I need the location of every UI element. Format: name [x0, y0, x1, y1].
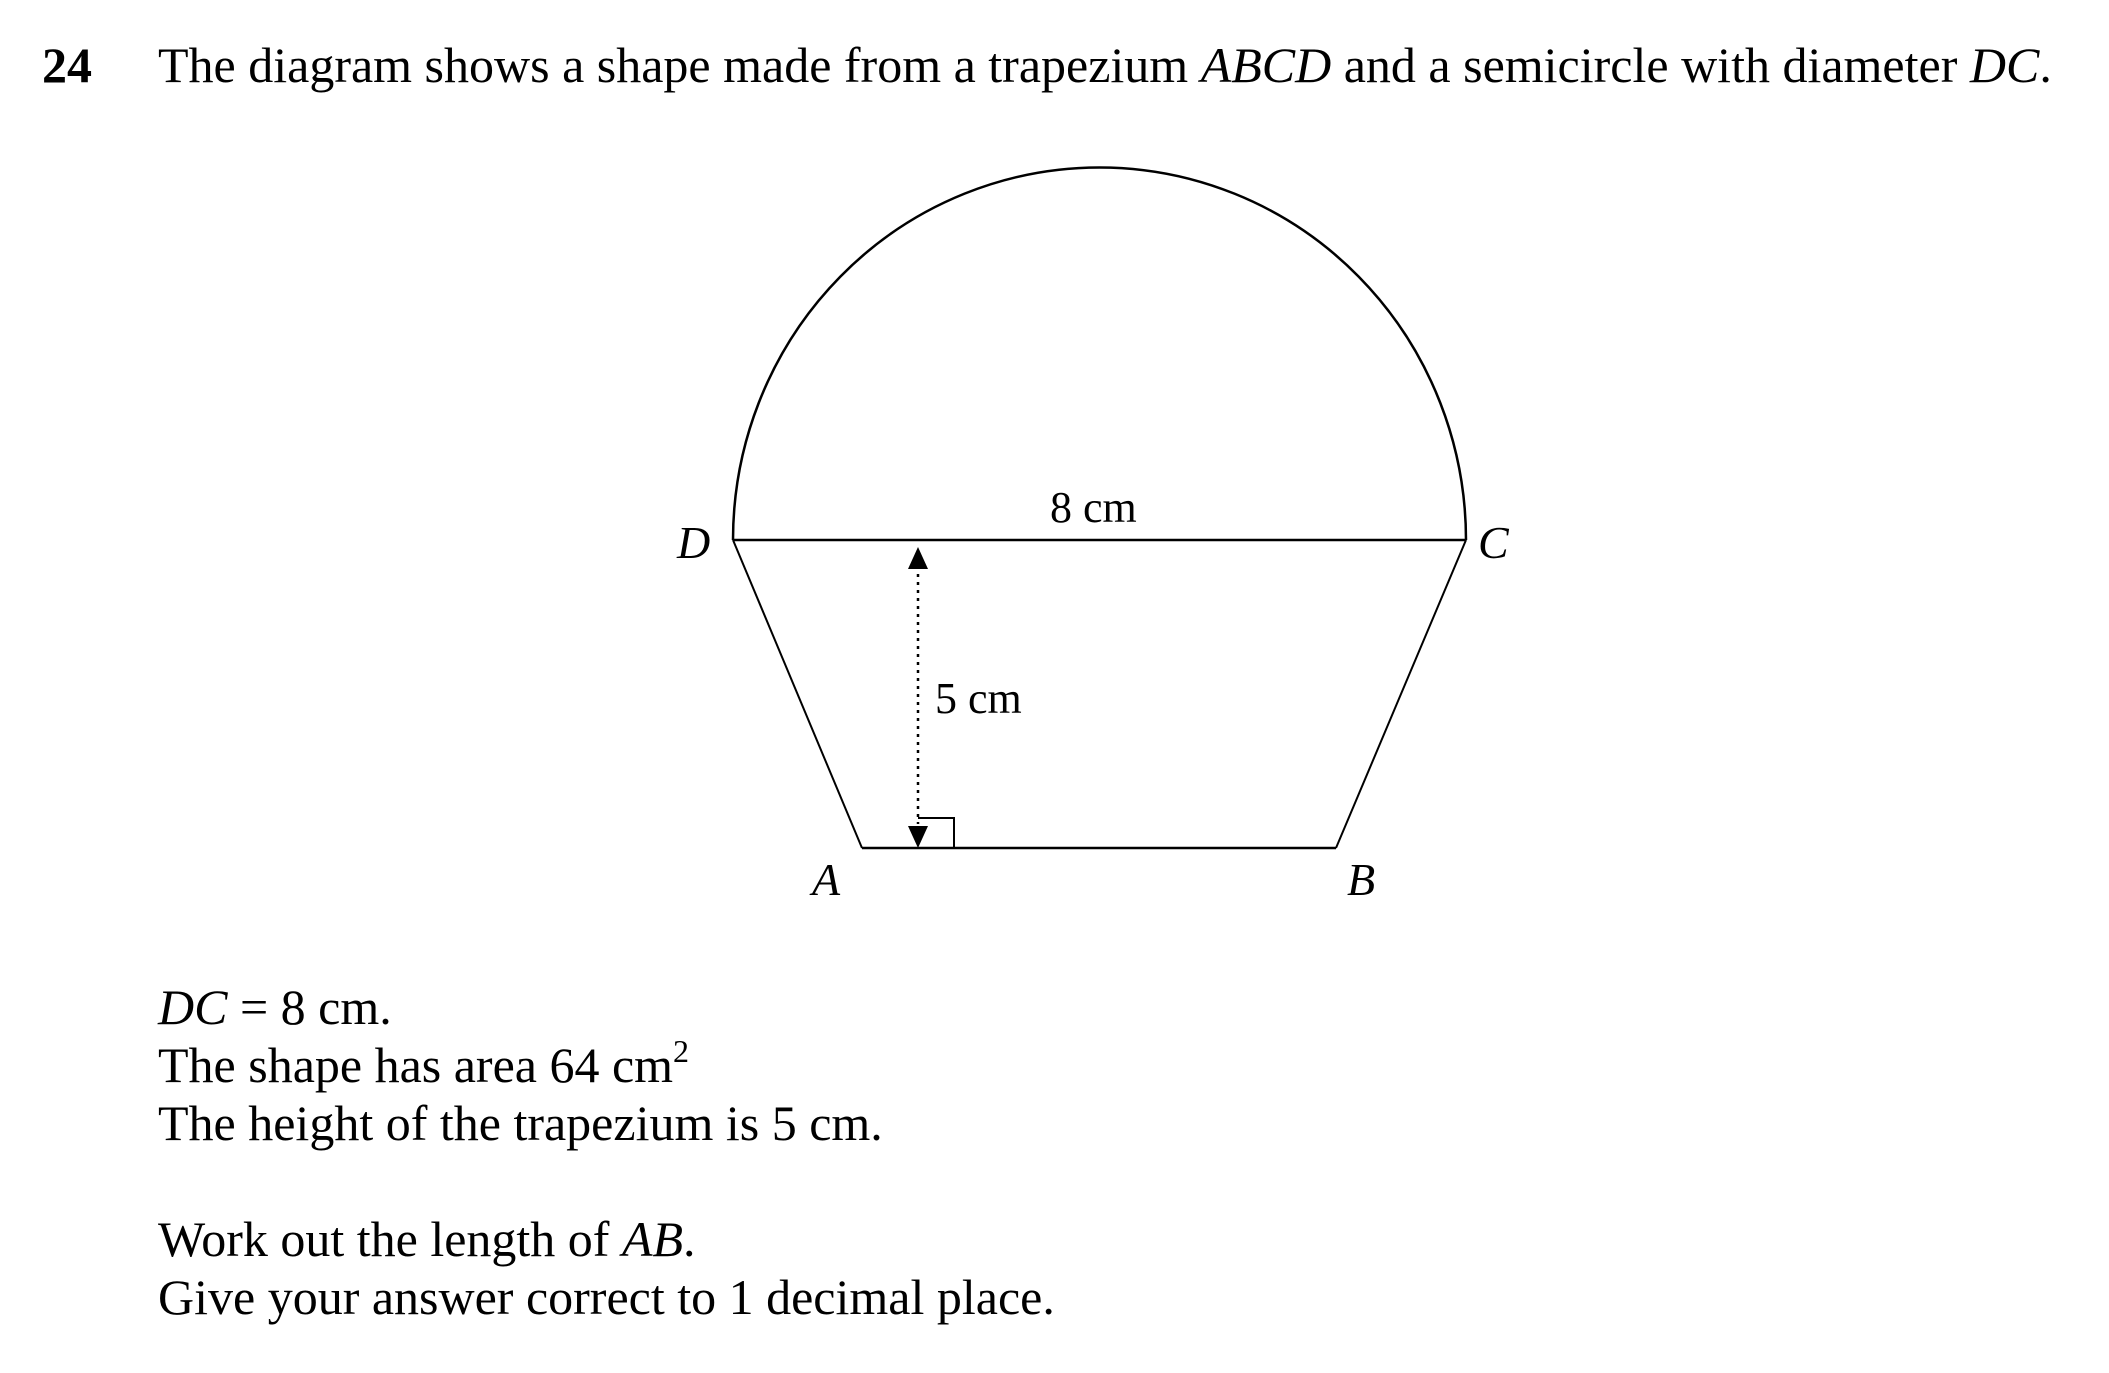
fact-dc: [158, 978, 1055, 1036]
question-body: [158, 978, 1055, 1326]
intro-text-1: The diagram shows a shape made from a trapezium: [158, 37, 1201, 93]
side-bc: [1336, 540, 1466, 848]
height-length-label: 5 cm: [935, 674, 1022, 723]
intro-text-3: .: [2039, 37, 2052, 93]
task-ab: AB: [621, 1211, 684, 1267]
task-precision: Give your answer correct to 1 decimal place.: [158, 1269, 1055, 1325]
fact-area-text: The shape has area 64 cm: [158, 1037, 674, 1093]
vertex-label-c: C: [1478, 517, 1509, 568]
question-number: 24: [42, 37, 92, 93]
fact-area: [158, 1033, 1055, 1094]
task-post: .: [683, 1211, 696, 1267]
intro-abcd: ABCD: [1200, 37, 1332, 93]
fact-dc-var: DC: [158, 979, 228, 1035]
side-da: [733, 540, 862, 848]
height-arrow-up: [908, 547, 928, 569]
fact-dc-value: = 8 cm.: [227, 979, 392, 1035]
question-intro: [158, 35, 2052, 95]
vertex-label-d: D: [677, 517, 711, 568]
intro-dc: DC: [1969, 37, 2040, 93]
right-angle-marker: [918, 818, 954, 848]
fact-area-exponent: 2: [673, 1033, 690, 1070]
task-pre: Work out the length of: [158, 1211, 622, 1267]
height-arrow-down: [908, 826, 928, 848]
vertex-label-b: B: [1347, 854, 1376, 905]
task-instruction: [158, 1210, 1055, 1268]
fact-height: The height of the trapezium is 5 cm.: [158, 1095, 883, 1151]
blank-gap: [158, 1152, 1055, 1210]
semicircle-arc: [733, 167, 1466, 540]
intro-text-2: and a semicircle with diameter: [1331, 37, 1970, 93]
vertex-label-a: A: [812, 854, 841, 905]
dc-length-label: 8 cm: [1050, 483, 1137, 532]
